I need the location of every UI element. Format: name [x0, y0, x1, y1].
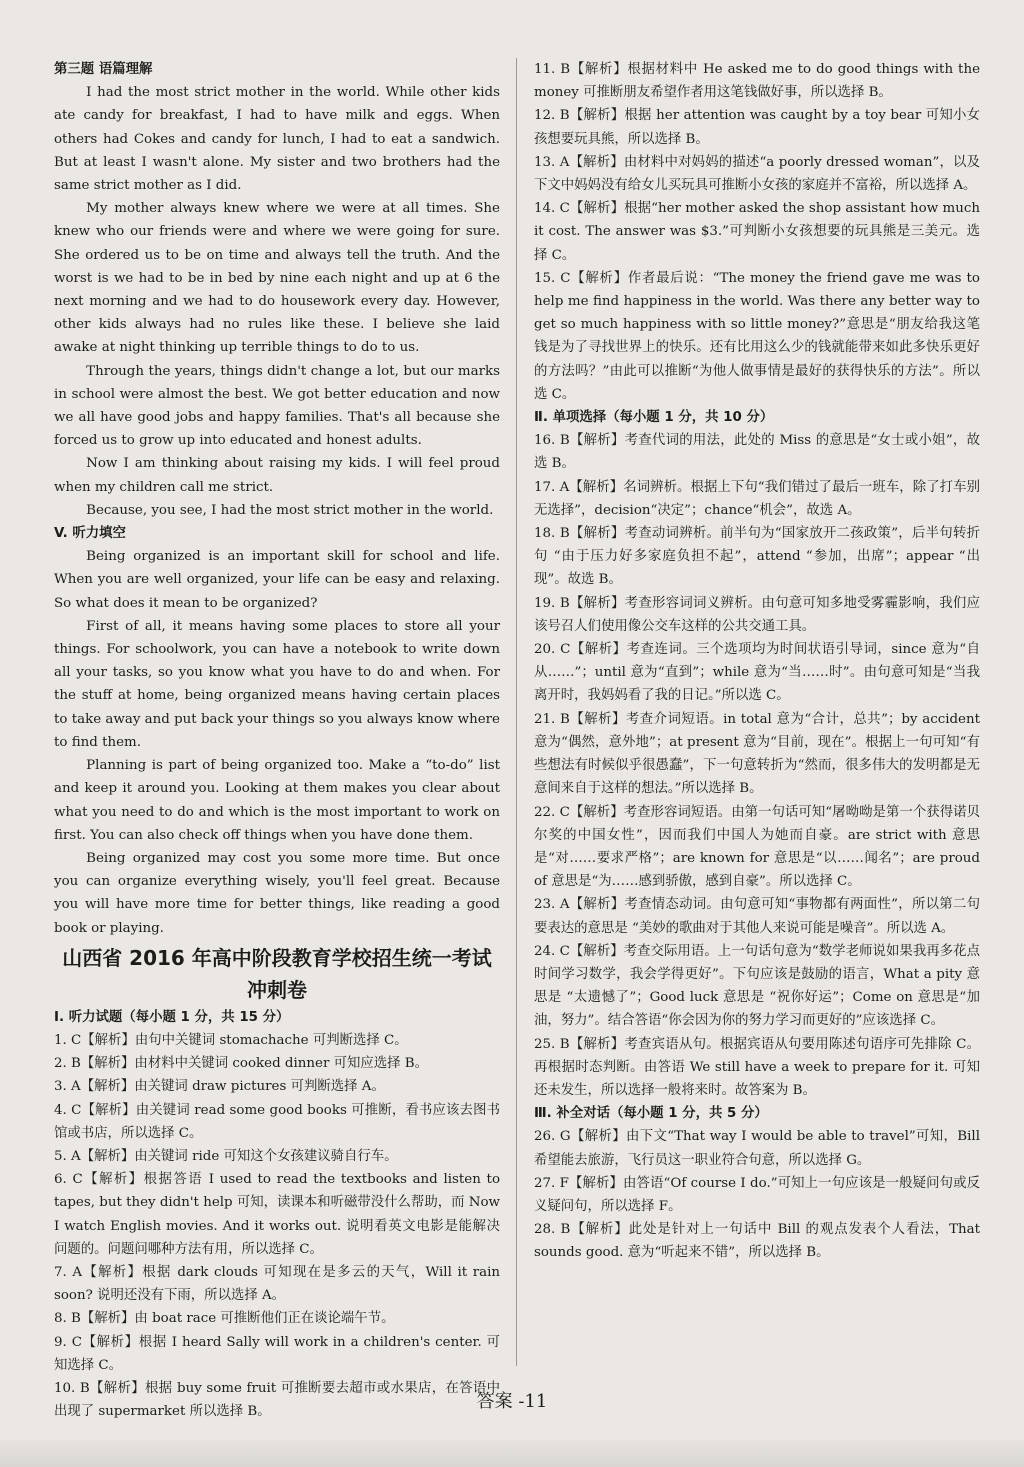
answer-item: 17. A【解析】名词辨析。根据上下句“我们错过了最后一班车，除了打车别无选择”，decision“决定”；chance“机会”，故选 A。	[534, 479, 980, 518]
left-column	[54, 58, 500, 1423]
answer-item: 22. C【解析】考查形容词短语。由第一句话可知“屠呦呦是第一个获得诺贝尔奖的中国女性”，因而我们中国人为她而自豪。are strict with 意思是“对……要求严格”；are known for 意思是“以……闻名”；are proud of 意思是“为……感到骄傲，感到自豪”。所以选择 C。	[534, 804, 980, 890]
answer-item: 7. A【解析】根据 dark clouds 可知现在是多云的天气，Will it rain soon? 说明还没有下雨，所以选择 A。	[54, 1264, 500, 1304]
passage-paragraph: My mother always knew where we were at all times. She knew who our friends were and where we were going for sure. She ordered us to be on time and always tell the truth. And the worst is we had to be in bed by nine each night and up at 6 the next morning and we had to do housework every day. However, other kids always had no rules like these. I believe she laid awake at night thinking up terrible things to do to us.	[54, 201, 500, 356]
passage-paragraph: Because, you see, I had the most strict mother in the world.	[86, 502, 494, 518]
answer-item: 24. C【解析】考查交际用语。上一句话句意为“数学老师说如果我再多花点时间学习数学，我会学得更好”。下句应该是鼓励的语言，What a pity 意思是 “太遗憾了”；Good luck 意思是 “祝你好运”；Come on 意思是“加油，努力”。结合答语“你会因为你的努力学习而更好的”应该选择 C。	[534, 943, 980, 1029]
passage-paragraph: I had the most strict mother in the world. While other kids ate candy for breakfast, I had to have milk and eggs. When others had Cokes and candy for lunch, I had to eat a sandwich. But at least I wasn't alone. My sister and two brothers had the same strict mother as I did.	[54, 85, 500, 194]
answer-item: 20. C【解析】考查连词。三个选项均为时间状语引导词，since 意为“自从……”；until 意为“直到”；while 意为“当……时”。由句意可知是“当我离开时，我妈妈看了我的日记。”所以选 C。	[534, 642, 980, 704]
answer-item: 13. A【解析】由材料中对妈妈的描述“a poorly dressed woman”，以及下文中妈妈没有给女儿买玩具可推断小女孩的家庭并不富裕，所以选择 A。	[534, 154, 980, 194]
answer-item: 12. B【解析】根据 her attention was caught by a toy bear 可知小女孩想要玩具熊，所以选择 B。	[534, 108, 980, 147]
listening-paragraph: Being organized is an important skill for school and life. When you are well organized, your life can be easy and relaxing. So what does it mean to be organized?	[54, 549, 500, 611]
answer-item: 1. C【解析】由句中关键词 stomachache 可判断选择 C。	[54, 1032, 408, 1048]
answer-item: 16. B【解析】考查代词的用法，此处的 Miss 的意思是“女士或小姐”，故选 B。	[534, 433, 980, 472]
passage-paragraph: Now I am thinking about raising my kids. I will feel proud when my children call me strict.	[54, 456, 500, 495]
answer-item: 10. B【解析】根据 buy some fruit 可推断要去超市或水果店，在答语中出现了 supermarket 所以选择 B。	[54, 1380, 500, 1420]
listening-heading: V. 听力填空	[54, 526, 126, 542]
answer-item: 15. C【解析】作者最后说：“The money the friend gave me was to help me find happiness in the world. Was there any better way to get so much happiness with so little money?”意思是“朋友给我这笔钱是为了寻找世界上的快乐。还有比用这么少的钱就能带来如此多快乐更好的方法吗？”由此可以推断“为他人做事情是最好的获得快乐的方法”。所以选 C。	[534, 270, 980, 402]
answer-item: 9. C【解析】根据 I heard Sally will work in a children's center. 可知选择 C。	[54, 1334, 500, 1373]
exam-title-line1: 山西省 2016 年高中阶段教育学校招生统一考试	[62, 945, 492, 970]
answer-item: 6. C【解析】根据答语 I used to read the textbooks and listen to tapes, but they didn't help 可知，读课本和听磁带没什么帮助，而 Now I watch English movies. And it works out. 说明看英文电影是能解决问题的。问题问哪种方法有用，所以选择 C。	[54, 1172, 500, 1257]
section2-heading: Ⅱ. 单项选择（每小题 1 分，共 10 分）	[534, 410, 774, 426]
listening-paragraph: First of all, it means having some places to store all your things. For schoolwork, you can have a notebook to write down all your tasks, so you know what you have to do and when. For the stuff at home, being organized means having certain places to take away and put back your things so you always know where to find them.	[54, 618, 500, 750]
page-number: 答案 -11	[476, 1391, 548, 1412]
exam-title-line2: 冲刺卷	[247, 977, 307, 1002]
listening-paragraph: Planning is part of being organized too. Make a “to-do” list and keep it around you. Looking at them makes you clear about what you need to do and which is the most important to work on first. You can also check off things when you have done them.	[54, 758, 500, 843]
answer-item: 5. A【解析】由关键词 ride 可知这个女孩建议骑自行车。	[54, 1148, 398, 1164]
answer-item: 11. B【解析】根据材料中 He asked me to do good things with the money 可推断朋友希望作者用这笔钱做好事，所以选择 B。	[534, 62, 980, 101]
answer-item: 25. B【解析】考查宾语从句。根据宾语从句要用陈述句语序可先排除 C。再根据时态判断。由答语 We still have a week to prepare for it. 可知还未发生，所以选择一般将来时。故答案为 B。	[534, 1036, 980, 1098]
passage-paragraph: Through the years, things didn't change a lot, but our marks in school were almost the best. We got better education and now we all have good jobs and happy families. That's all because she forced us to grow up into educated and honest adults.	[54, 363, 500, 449]
answer-item: 18. B【解析】考查动词辨析。前半句为“国家放开二孩政策”，后半句转折句 “由于压力好多家庭负担不起”，attend “参加，出席”；appear “出现”。故选 B。	[534, 526, 980, 588]
answer-item: 27. F【解析】由答语“Of course I do.”可知上一句应该是一般疑问句或反义疑问句，所以选择 F。	[534, 1175, 980, 1214]
answer-item: 8. B【解析】由 boat race 可推断他们正在谈论端午节。	[54, 1311, 395, 1327]
answer-item: 21. B【解析】考查介词短语。in total 意为“合计，总共”；by accident 意为“偶然，意外地”；at present 意为“目前，现在”。根据上一句可知“有些想法有时候似乎很愚蠢”，下一句意转折为“然而，很多伟大的发明都是无意间来自于这样的想法。”所以选择 B。	[534, 711, 980, 797]
answer-item: 28. B【解析】此处是针对上一句话中 Bill 的观点发表个人看法，That sounds good. 意为“听起来不错”，所以选择 B。	[534, 1222, 980, 1261]
passage-heading: 第三题 语篇理解	[54, 62, 153, 77]
right-column	[534, 58, 980, 1265]
column-divider	[516, 58, 517, 1366]
answer-item: 26. G【解析】由下文“That way I would be able to travel”可知，Bill 希望能去旅游，飞行员这一职业符合句意，所以选择 G。	[534, 1129, 980, 1168]
section3-heading: Ⅲ. 补全对话（每小题 1 分，共 5 分）	[534, 1106, 768, 1122]
page-bottom-edge	[0, 1440, 1024, 1467]
answer-item: 3. A【解析】由关键词 draw pictures 可判断选择 A。	[54, 1079, 385, 1095]
answer-item: 4. C【解析】由关键词 read some good books 可推断，看书应该去图书馆或书店，所以选择 C。	[54, 1102, 500, 1141]
answer-item: 23. A【解析】考查情态动词。由句意可知“事物都有两面性”，所以第二句要表达的意思是 “美妙的歌曲对于其他人来说可能是噪音”。所以选 A。	[534, 897, 980, 936]
section1-heading: Ⅰ. 听力试题（每小题 1 分，共 15 分）	[54, 1009, 290, 1025]
answer-item: 14. C【解析】根据“her mother asked the shop assistant how much it cost. The answer was $3.”可判断小女孩想要的玩具熊是三美元。选择 C。	[534, 201, 980, 263]
listening-paragraph: Being organized may cost you some more time. But once you can organize everything wisely, you'll feel great. Because you will have more time for better things, like reading a good book or playing.	[54, 850, 500, 936]
answer-item: 19. B【解析】考查形容词词义辨析。由句意可知多地受雾霾影响，我们应该号召人们使用像公交车这样的公共交通工具。	[534, 595, 980, 634]
answer-item: 2. B【解析】由材料中关键词 cooked dinner 可知应选择 B。	[54, 1056, 429, 1072]
